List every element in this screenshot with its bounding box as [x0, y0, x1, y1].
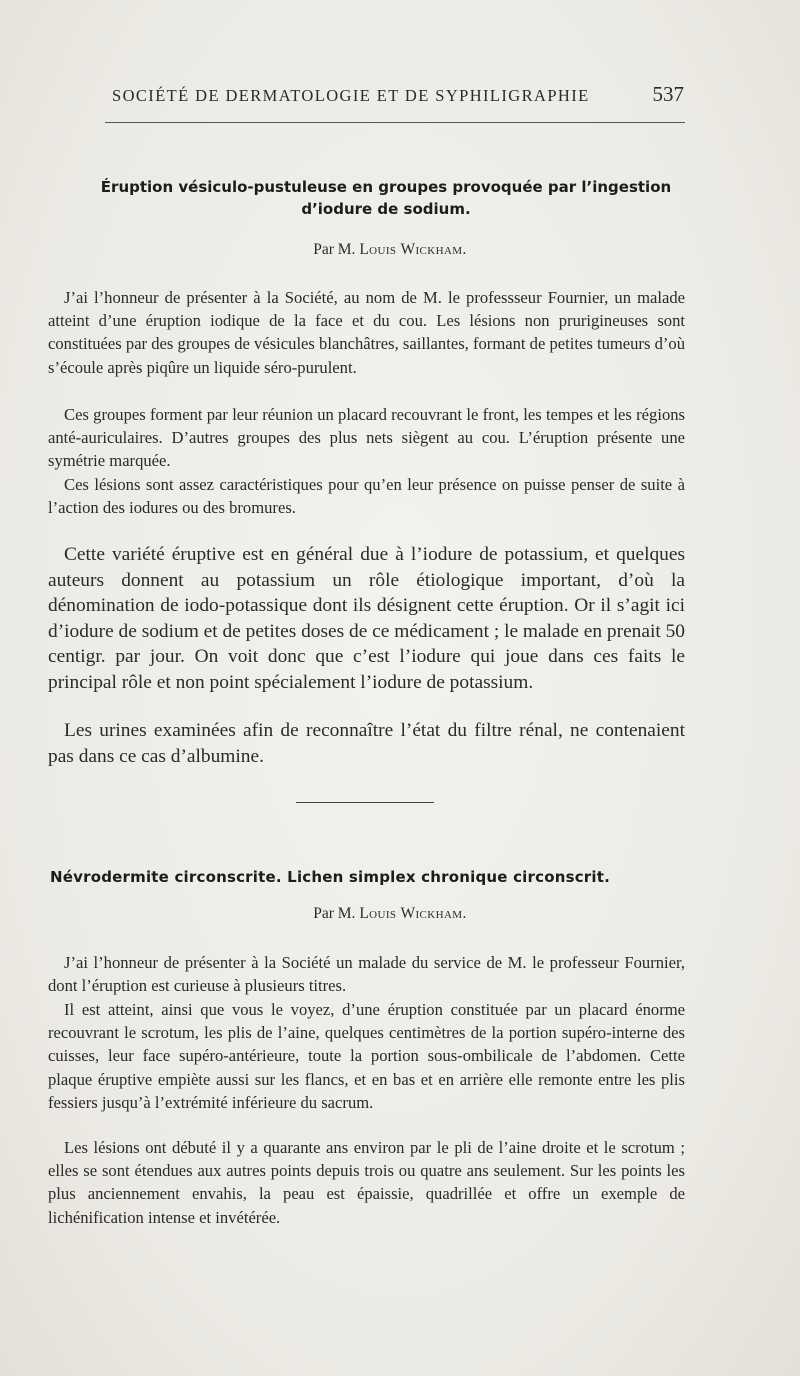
byline-prefix: Par M.: [313, 905, 356, 922]
section-divider: [296, 802, 434, 803]
article-2-title: Névrodermite circonscrite. Lichen simplex chronique circonscrit.: [50, 868, 611, 886]
article-1-paragraph-4: Cette variété éruptive est en général due à l’iodure de potassium, et quelques auteurs donnent au potassium un rôle étiologique important, d’où la dénomination de iodo-potassique dont ils désignent cette éruption. Or il s’agit ici d’iodure de sodium et de petites doses de ce médicament ; le malade en prenait 50 centigr. par jour. On voit donc que c’est l’iodure qui joue dans ces faits le principal rôle et non point spécialement l’iodure de potassium.: [48, 544, 685, 693]
byline-author: Louis Wickham.: [359, 241, 467, 258]
article-1-paragraph-1: J’ai l’honneur de présenter à la Société, au nom de M. le professseur Fournier, un malade atteint d’une éruption iodique de la face et du cou. Les lésions non prurigineuses sont constituées par des groupes de vésicules blanchâtres, saillantes, formant de petites tumeurs d’où s’écoule après piqûre un liquide séro-purulent.: [48, 288, 685, 377]
byline-prefix: Par M.: [313, 241, 356, 258]
article-1-paragraph-5: Les urines examinées afin de reconnaître l’état du filtre rénal, ne contenaient pas dans ce cas d’albumine.: [48, 720, 685, 767]
running-header: [112, 82, 684, 112]
article-1-title-line-2: d’iodure de sodium.: [301, 200, 471, 218]
byline-author: Louis Wickham.: [359, 905, 467, 922]
article-1-title-line-1: Éruption vésiculo-pustuleuse en groupes provoquée par l’ingestion: [100, 178, 672, 196]
running-title: SOCIÉTÉ DE DERMATOLOGIE ET DE SYPHILIGRAPHIE: [112, 86, 590, 105]
article-2-paragraph-3: Les lésions ont débuté il y a quarante ans environ par le pli de l’aine droite et le scrotum ; elles se sont étendues aux autres points depuis trois ou quatre ans seulement. Sur les points les plus anciennement envahis, la peau est épaissie, quadrillée et offre un exemple de lichénification intense et invétérée.: [48, 1138, 685, 1227]
article-2-paragraph-1: J’ai l’honneur de présenter à la Société un malade du service de M. le professeur Fournier, dont l’éruption est curieuse à plusieurs titres.: [48, 953, 685, 996]
header-rule: [105, 122, 685, 123]
article-2-byline: [48, 905, 732, 923]
page-number: 537: [652, 82, 684, 106]
article-2-paragraph-2: Il est atteint, ainsi que vous le voyez, d’une éruption constituée par un placard énorme recouvrant le scrotum, les plis de l’aine, quelques centimètres de la portion supéro-interne des cuisses, leur face supéro-antérieure, toute la portion sous-ombilicale de l’abdomen. Cette plaque éruptive empiète aussi sur les flancs, et en bas et en arrière elle remonte entre les plis fessiers jusqu’à l’extrémité inférieure du sacrum.: [48, 1000, 685, 1112]
article-1-paragraph-2: Ces groupes forment par leur réunion un placard recouvrant le front, les tempes et les régions anté-auriculaires. D’autres groupes des plus nets siègent au cou. L’éruption présente une symétrie marquée.: [48, 405, 685, 471]
article-1-paragraph-3: Ces lésions sont assez caractéristiques pour qu’en leur présence on puisse penser de suite à l’action des iodures ou des bromures.: [48, 475, 685, 518]
article-1-byline: [48, 241, 732, 259]
